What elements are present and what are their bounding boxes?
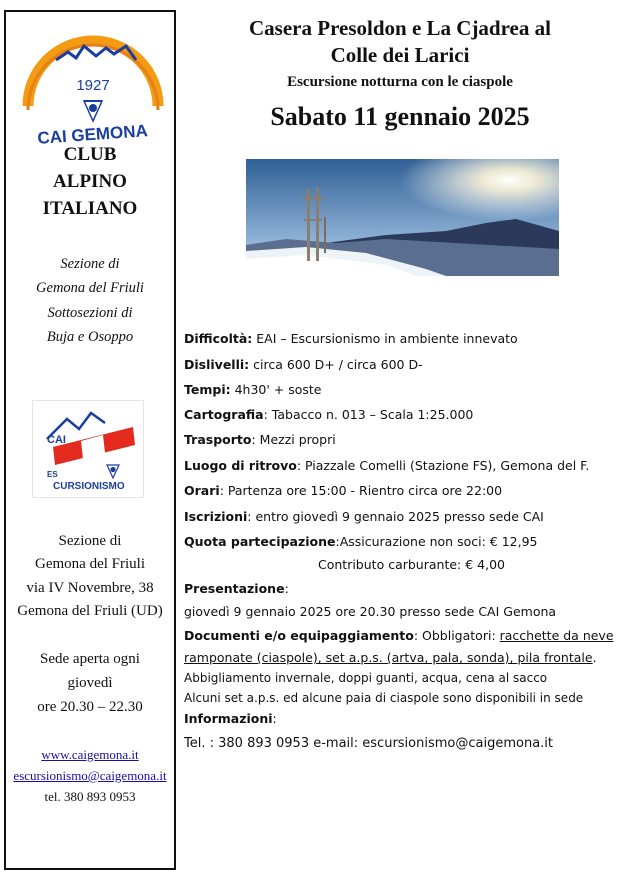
transport-label: Trasporto	[184, 432, 252, 447]
registration-row	[184, 509, 616, 524]
snowy-mountain-photo-icon	[246, 159, 559, 276]
section-line-2: Gemona del Friuli	[36, 280, 144, 296]
transport-value: : Mezzi propri	[251, 432, 336, 447]
cai-gemona-logo	[18, 16, 168, 148]
club-line-3: ITALIANO	[42, 198, 138, 219]
information-label: Informazioni	[184, 711, 273, 726]
time-value: 4h30' + soste	[230, 382, 322, 397]
cai-escursionismo-logo	[32, 400, 144, 498]
equipment-line-4: Alcuni set a.p.s. ed alcune paia di ciaspole sono disponibili in sede	[184, 691, 584, 705]
equipment-prefix: : Obbligatori:	[413, 628, 500, 643]
phone-number: tel. 380 893 0953	[44, 789, 136, 804]
equipment-end: .	[592, 650, 597, 665]
schedule-row	[184, 483, 616, 498]
esc-logo-side: ES	[47, 470, 58, 479]
equipment-label: Documenti e/o equipaggiamento	[184, 628, 414, 643]
club-line-1: CLUB	[63, 144, 117, 165]
cartography-label: Cartografia	[184, 407, 264, 422]
escursionismo-emblem-icon	[33, 401, 143, 497]
landscape-photo	[246, 159, 559, 276]
presentation-row	[184, 581, 616, 596]
information-value: Tel. : 380 893 0953 e-mail: escursionismo@caigemona.it	[184, 736, 554, 751]
equipment-snowshoes: racchette da neve	[499, 628, 614, 643]
esc-logo-top: CAI	[47, 434, 66, 446]
presentation-colon: :	[284, 581, 289, 596]
event-date: Sabato 11 gennaio 2025	[270, 102, 530, 131]
difficulty-row	[184, 331, 616, 346]
fuel-contribution: Contributo carburante: € 4,00	[318, 557, 505, 572]
website-link[interactable]: www.caigemona.it	[41, 747, 139, 762]
meeting-point-value: : Piazzale Comelli (Stazione FS), Gemona del F.	[296, 458, 590, 473]
address-line-1: Sezione di	[58, 533, 122, 549]
equipment-row	[184, 628, 616, 643]
equipment-line-3: Abbigliamento invernale, doppi guanti, acqua, cena al sacco	[184, 671, 548, 685]
email-link[interactable]: escursionismo@caigemona.it	[13, 768, 167, 783]
information-colon: :	[272, 711, 277, 726]
difficulty-value: EAI – Escursionismo in ambiente innevato	[252, 331, 518, 346]
hours-line-2: giovedì	[67, 675, 113, 691]
fee-row	[184, 534, 616, 549]
registration-label: Iscrizioni	[184, 509, 248, 524]
cartography-row	[184, 407, 616, 422]
cai-gemona-emblem-icon	[18, 16, 168, 148]
time-label: Tempi:	[184, 382, 231, 397]
logo-name: CAI GEMONA	[36, 121, 149, 148]
equipment-list: ramponate (ciaspole), set a.p.s. (artva, pala, sonda), pila frontale	[184, 650, 593, 665]
information-row	[184, 711, 616, 726]
title-line-1: Casera Presoldon e La Cjadrea al	[249, 16, 551, 40]
difficulty-label: Difficoltà:	[184, 331, 253, 346]
club-line-2: ALPINO	[53, 171, 127, 192]
schedule-label: Orari	[184, 483, 220, 498]
section-line-1: Sezione di	[60, 256, 120, 272]
address-line-4: Gemona del Friuli (UD)	[17, 603, 163, 619]
title-line-2: Colle dei Larici	[330, 43, 470, 67]
esc-logo-bottom: CURSIONISMO	[53, 481, 125, 492]
section-line-3: Sottosezioni di	[47, 305, 133, 321]
contacts	[6, 744, 174, 807]
registration-value: : entro giovedì 9 gennaio 2025 presso sede CAI	[247, 509, 544, 524]
sidebar	[4, 10, 176, 870]
subtitle: Escursione notturna con le ciaspole	[287, 74, 513, 90]
address-line-2: Gemona del Friuli	[35, 556, 145, 572]
elevation-label: Dislivelli:	[184, 357, 250, 372]
meeting-point-label: Luogo di ritrovo	[184, 458, 297, 473]
logo-year: 1927	[76, 77, 110, 94]
presentation-value: giovedì 9 gennaio 2025 ore 20.30 presso sede CAI Gemona	[184, 604, 557, 619]
elevation-row	[184, 357, 616, 372]
section-line-4: Buja e Osoppo	[46, 329, 134, 345]
presentation-label: Presentazione	[184, 581, 285, 596]
fee-label: Quota partecipazione	[184, 534, 336, 549]
schedule-value: : Partenza ore 15:00 - Rientro circa ore 22:00	[219, 483, 503, 498]
cartography-value: : Tabacco n. 013 – Scala 1:25.000	[263, 407, 474, 422]
meeting-point-row	[184, 458, 616, 473]
address-line-3: via IV Novembre, 38	[26, 580, 154, 596]
fee-value: :Assicurazione non soci: € 12,95	[335, 534, 538, 549]
transport-row	[184, 432, 616, 447]
hours-line-3: ore 20.30 – 22.30	[37, 699, 143, 715]
hours-line-1: Sede aperta ogni	[40, 651, 140, 667]
elevation-value: circa 600 D+ / circa 600 D-	[249, 357, 423, 372]
equipment-line-2	[184, 650, 616, 665]
time-row	[184, 382, 616, 397]
